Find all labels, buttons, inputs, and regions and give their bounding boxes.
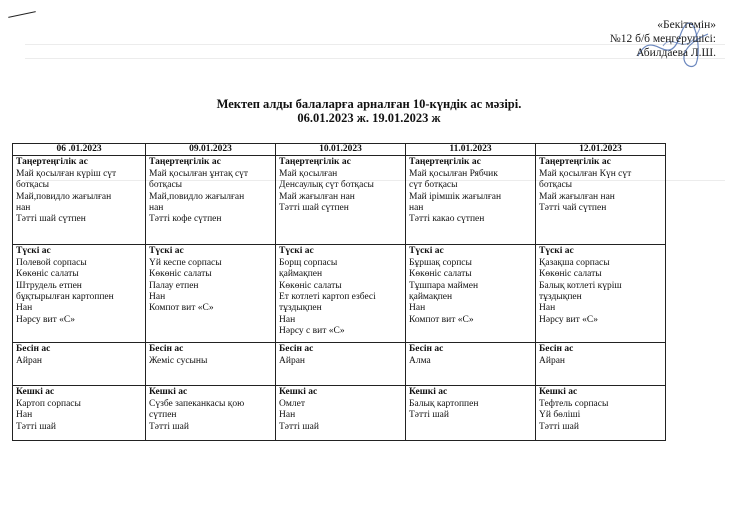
menu-table	[12, 143, 666, 441]
meal-cell	[536, 245, 666, 343]
meal-title: Кешкі ас	[16, 387, 55, 398]
meal-cell	[13, 386, 146, 441]
dish-line: Май қосылған Күн сүт	[539, 168, 632, 179]
dish-line: Нан	[409, 303, 426, 314]
dish-line: қаймақпен	[409, 292, 453, 303]
dish-line: Үй бөліші	[539, 410, 581, 421]
meal-cell	[146, 386, 276, 441]
meal-cell	[146, 245, 276, 343]
dish-line: Нан	[149, 292, 166, 303]
meal-title: Бесін ас	[539, 344, 574, 355]
dish-line: Борщ сорпасы	[279, 257, 338, 268]
dish-line: Нан	[279, 314, 296, 325]
dish-line: Палау етпен	[149, 280, 199, 291]
meal-title: Бесін ас	[409, 344, 444, 355]
dish-line: Май жағылған нан	[279, 191, 355, 202]
date-header: 10.01.2023	[276, 144, 406, 156]
menu-date-range: 06.01.2023 ж. 19.01.2023 ж	[297, 111, 441, 125]
dish-line: қаймақпен	[279, 269, 323, 280]
dish-line: бұқтырылған картоппен	[16, 292, 114, 303]
meal-cell	[536, 156, 666, 245]
dish-line: тұздықпен	[539, 292, 582, 303]
meal-title: Кешкі ас	[279, 387, 318, 398]
meal-cell	[406, 156, 536, 245]
meal-cell	[13, 156, 146, 245]
date-header: 11.01.2023	[406, 144, 536, 156]
dish-line: Тәтті кофе сүтпен	[149, 214, 222, 225]
dish-line: Тәтті шай	[16, 421, 56, 432]
dish-line: Көкөніс салаты	[149, 269, 212, 280]
dish-line: Бұршақ сорпсы	[409, 257, 472, 268]
date-header-row	[13, 144, 666, 156]
meal-title: Таңертеңгілік ас	[149, 157, 221, 168]
approval-line-3: Абилдаева Л.Ш.	[636, 47, 716, 59]
approval-line-2: №12 б/б меңгерушісі:	[609, 33, 716, 45]
date-header: 06 .01.2023	[13, 144, 146, 156]
dish-line: Картоп сорпасы	[16, 398, 81, 409]
dish-line: Айран	[279, 355, 305, 366]
meal-title: Кешкі ас	[149, 387, 188, 398]
dish-line: Май қосылған күріш сүт	[16, 168, 117, 179]
meal-title: Кешкі ас	[539, 387, 578, 398]
dish-line: Көкөніс салаты	[409, 269, 472, 280]
dish-line: тұздықпен	[279, 303, 322, 314]
dish-line: Май жағылған нан	[539, 191, 615, 202]
dish-line: Компот вит «С»	[149, 303, 214, 314]
meal-title: Түскі ас	[409, 246, 444, 257]
dish-line: Нан	[279, 410, 296, 421]
dish-line: Штрудель етпен	[16, 280, 82, 291]
dish-line: Ет котлеті картоп езбесі	[279, 292, 376, 303]
dish-line: Нан	[539, 303, 556, 314]
dish-line: Үй кеспе сорпасы	[149, 257, 222, 268]
menu-body	[13, 156, 666, 441]
meal-row-dinner	[13, 386, 666, 441]
meal-title: Таңертеңгілік ас	[409, 157, 481, 168]
dish-line: Айран	[539, 355, 565, 366]
meal-cell	[406, 343, 536, 386]
dish-line: Май қосылған Рябчик	[409, 168, 498, 179]
date-header: 09.01.2023	[146, 144, 276, 156]
approval-line-1: «Бекітемін»	[657, 19, 716, 31]
pen-stroke	[8, 11, 36, 18]
dish-line: Нан	[16, 410, 33, 421]
dish-line: Нәрсу с вит «С»	[279, 326, 345, 337]
meal-title: Таңертеңгілік ас	[539, 157, 611, 168]
meal-title: Түскі ас	[16, 246, 51, 257]
dish-line: Айран	[16, 355, 42, 366]
dish-line: Көкөніс салаты	[279, 280, 342, 291]
meal-title: Түскі ас	[279, 246, 314, 257]
dish-line: Тұшпара маймен	[409, 280, 479, 291]
meal-cell	[276, 343, 406, 386]
meal-title: Таңертеңгілік ас	[16, 157, 88, 168]
dish-line: Тәтті шай сүтпен	[279, 203, 349, 214]
dish-line: сүт ботқасы	[409, 180, 458, 191]
dish-line: Сүзбе запеканкасы қою	[149, 398, 245, 409]
meal-row-lunch	[13, 245, 666, 343]
meal-title: Бесін ас	[279, 344, 314, 355]
dish-line: Омлет	[279, 398, 305, 409]
meal-title: Түскі ас	[539, 246, 574, 257]
dish-line: Май,повидло жағылған	[149, 191, 245, 202]
dish-line: Нәрсу вит «С»	[16, 314, 75, 325]
meal-cell	[536, 386, 666, 441]
dish-line: Тәтті шай	[539, 421, 579, 432]
meal-cell	[406, 245, 536, 343]
dish-line: Тефтель сорпасы	[539, 398, 609, 409]
meal-cell	[406, 386, 536, 441]
dish-line: Тәтті какао сүтпен	[409, 214, 485, 225]
dish-line: Тәтті шай	[279, 421, 319, 432]
meal-cell	[276, 386, 406, 441]
meal-title: Таңертеңгілік ас	[279, 157, 351, 168]
dish-line: нан	[16, 203, 31, 214]
dish-line: Тәтті шай	[409, 410, 449, 421]
dish-line: Денсаулық сүт ботқасы	[279, 180, 374, 191]
dish-line: Көкөніс салаты	[16, 269, 79, 280]
meal-title: Түскі ас	[149, 246, 184, 257]
dish-line: Май,повидло жағылған	[16, 191, 112, 202]
dish-line: нан	[149, 203, 164, 214]
meal-cell	[536, 343, 666, 386]
meal-cell	[276, 245, 406, 343]
meal-row-afternoon	[13, 343, 666, 386]
dish-line: Көкөніс салаты	[539, 269, 602, 280]
dish-line: ботқасы	[16, 180, 50, 191]
dish-line: Балық котлеті күріш	[539, 280, 622, 291]
meal-cell	[13, 245, 146, 343]
meal-cell	[13, 343, 146, 386]
dish-line: Нан	[16, 303, 33, 314]
dish-line: сүтпен	[149, 410, 177, 421]
dish-line: Қазақша сорпасы	[539, 257, 610, 268]
dish-line: Май ірімшік жағылған	[409, 191, 502, 202]
dish-line: Нәрсу вит «С»	[539, 314, 598, 325]
menu-title: Мектеп алды балаларға арналған 10-күндік ас мәзірі.	[216, 97, 522, 111]
meal-title: Бесін ас	[16, 344, 51, 355]
dish-line: ботқасы	[539, 180, 573, 191]
dish-line: ботқасы	[149, 180, 183, 191]
date-header: 12.01.2023	[536, 144, 666, 156]
dish-line: Тәтті чай сүтпен	[539, 203, 607, 214]
dish-line: Полевой сорпасы	[16, 257, 87, 268]
meal-cell	[276, 156, 406, 245]
dish-line: Май қосылған ұнтақ сүт	[149, 168, 249, 179]
dish-line: Тәтті шай	[149, 421, 189, 432]
dish-line: Тәтті шай сүтпен	[16, 214, 86, 225]
dish-line: Алма	[409, 355, 431, 366]
meal-cell	[146, 156, 276, 245]
dish-line: Балық картоппен	[409, 398, 479, 409]
meal-row-breakfast	[13, 156, 666, 245]
meal-cell	[146, 343, 276, 386]
dish-line: Компот вит «С»	[409, 314, 474, 325]
meal-title: Кешкі ас	[409, 387, 448, 398]
dish-line: Жеміс сусыны	[149, 355, 208, 366]
dish-line: Май қосылған	[279, 168, 338, 179]
dish-line: нан	[409, 203, 424, 214]
meal-title: Бесін ас	[149, 344, 184, 355]
approval-block	[610, 18, 716, 60]
